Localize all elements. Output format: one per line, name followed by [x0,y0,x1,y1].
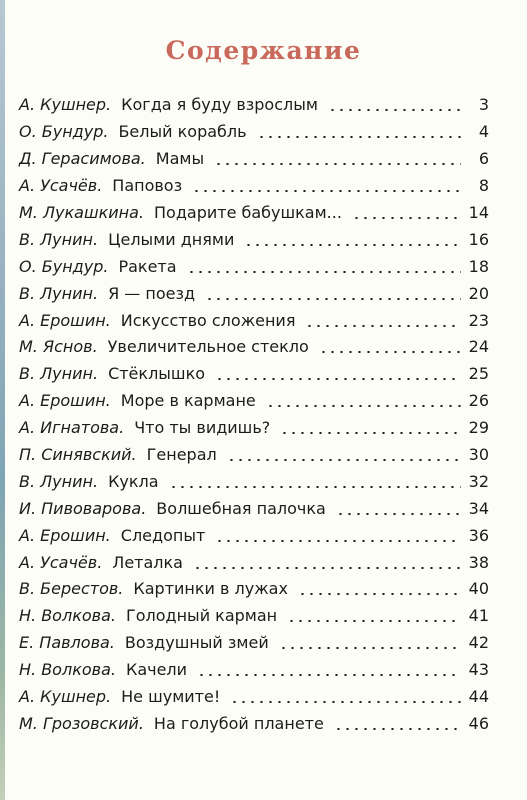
toc-entry [19,576,489,603]
toc-entry [19,684,489,711]
toc-entry-page-number: 6 [478,149,489,169]
toc-entry-page-number: 25 [468,364,489,384]
toc-entry [19,415,489,442]
toc-entry [19,92,489,119]
toc-entry-author: В. Лунин. [19,364,99,384]
dot-leader [266,405,461,407]
toc-entry-page-number: 44 [468,687,489,707]
toc-entry-title: Качели [125,660,188,680]
toc-entry [19,307,489,334]
toc-entry-author: Д. Герасимова. [19,149,146,169]
toc-entry-author: Н. Волкова. [19,606,116,626]
toc-entry-page-number: 29 [468,418,489,438]
toc-entry-author: А. Ерошин. [19,310,111,330]
toc-entry [19,710,489,737]
toc-entry-page-number: 42 [468,633,489,653]
toc-entry-title: Не шумите! [121,687,221,707]
toc-entry-page-number: 24 [468,337,489,357]
dot-leader [257,136,461,138]
toc-entry [19,119,489,146]
toc-entry-title: Целыми днями [108,229,235,249]
dot-leader [215,540,460,542]
toc-entry-title: Что ты видишь? [134,418,271,438]
toc-entry-author: А. Ерошин. [19,391,111,411]
toc-entry-title: Увеличительное стекло [107,337,309,357]
toc-entry-page-number: 26 [468,391,489,411]
dot-leader [280,432,460,434]
toc-entry-author: А. Усачёв. [19,176,103,196]
toc-entry-title: Генерал [146,445,217,465]
toc-entry-page-number: 34 [468,498,489,518]
toc-entry-author: П. Синявский. [19,445,137,465]
toc-entry-author: А. Игнатова. [19,418,125,438]
toc-entry-title: Паповоз [112,176,183,196]
toc-entry-page-number: 41 [468,606,489,626]
toc-entry-title: Стёклышко [108,364,206,384]
toc-entry-title: Когда я буду взрослым [121,95,318,115]
toc-entry-author: А. Ерошин. [19,525,111,545]
toc-entry-page-number: 46 [468,713,489,733]
toc-entry-page-number: 43 [468,660,489,680]
page-edge-decoration [0,0,5,800]
toc-entry-author: М. Лукашкина. [19,203,144,222]
toc-entry-title: Мамы [155,149,205,169]
dot-leader [244,244,460,246]
toc-entry [19,630,489,657]
dot-leader [215,378,461,380]
toc-entry-author: В. Лунин. [19,471,99,491]
toc-entry-title: Голодный карман [125,606,278,626]
toc-entry [19,495,489,522]
dot-leader [169,486,461,488]
toc-entry-page-number: 3 [478,95,489,115]
toc-entry-author: В. Лунин. [19,229,99,249]
toc-entry-page-number: 23 [468,310,489,330]
toc-entry-page-number: 16 [468,229,489,249]
toc-entry-author: В. Лунин. [19,283,99,303]
toc-entry-page-number: 4 [478,122,489,142]
toc-entry [19,280,489,307]
toc-entry [19,549,489,576]
toc-entry [19,522,489,549]
dot-leader [279,647,461,649]
dot-leader [352,217,461,219]
toc-entry-author: Е. Павлова. [19,633,115,653]
toc-entry-page-number: 40 [468,579,489,599]
toc-entry-author: О. Бундур. [19,256,109,276]
toc-entry [19,146,489,173]
toc-entry-author: А. Усачёв. [19,552,103,572]
dot-leader [334,728,461,730]
toc-entry [19,253,489,280]
toc-entry [19,334,489,361]
toc-entry-title: Воздушный змей [124,633,269,653]
toc-entry-author: А. Кушнер. [19,687,112,707]
dot-leader [193,567,461,569]
toc-entry-page-number: 32 [468,471,489,491]
toc-entry-title: Я — поезд [108,283,196,303]
dot-leader [205,298,461,300]
toc-entry [19,657,489,684]
page-title: Содержание [165,36,362,65]
toc-entry-author: В. Берестов. [19,579,124,599]
toc-entry-author: М. Яснов. [19,337,98,357]
toc-entry [19,173,489,200]
toc-entry-title: Леталка [112,552,183,572]
toc-entry-author: М. Грозовский. [19,713,144,733]
toc-entry [19,603,489,630]
toc-entry-title: Кукла [108,471,159,491]
toc-entry-title: Ракета [118,256,177,276]
toc-entry-title: Море в кармане [120,391,256,411]
toc-entry-page-number: 20 [468,283,489,303]
toc-entry-page-number: 30 [468,445,489,465]
dot-leader [227,459,461,461]
toc-entry-page-number: 14 [468,203,489,222]
toc-entry-page-number: 18 [468,256,489,276]
toc-entry-title: Волшебная палочка [156,498,326,518]
dot-leader [230,701,460,703]
toc-entry [19,468,489,495]
dot-leader [187,271,461,273]
dot-leader [214,163,461,165]
dot-leader [197,674,461,676]
toc-entry-title: Подарите бабушкам... [154,203,342,222]
toc-entry-page-number: 36 [468,525,489,545]
toc-entry [19,388,489,415]
toc-entry-title: Следопыт [120,525,206,545]
table-of-contents [19,92,489,737]
toc-entry-author: Н. Волкова. [19,660,116,680]
dot-leader [287,620,461,622]
toc-entry-page-number: 38 [468,552,489,572]
toc-entry-title: Картинки в лужах [133,579,288,599]
dot-leader [319,351,461,353]
dot-leader [328,109,461,111]
toc-entry [19,442,489,469]
toc-entry [19,361,489,388]
dot-leader [192,190,461,192]
toc-entry-author: О. Бундур. [19,122,109,142]
toc-entry-author: И. Пивоварова. [19,498,147,518]
toc-entry [19,226,489,253]
dot-leader [336,513,461,515]
dot-leader [305,325,460,327]
toc-entry [19,200,489,227]
toc-entry-title: На голубой планете [153,713,324,733]
toc-entry-author: А. Кушнер. [19,95,112,115]
dot-leader [298,593,461,595]
toc-entry-page-number: 8 [478,176,489,196]
toc-entry-title: Белый корабль [118,122,247,142]
toc-entry-title: Искусство сложения [120,310,296,330]
